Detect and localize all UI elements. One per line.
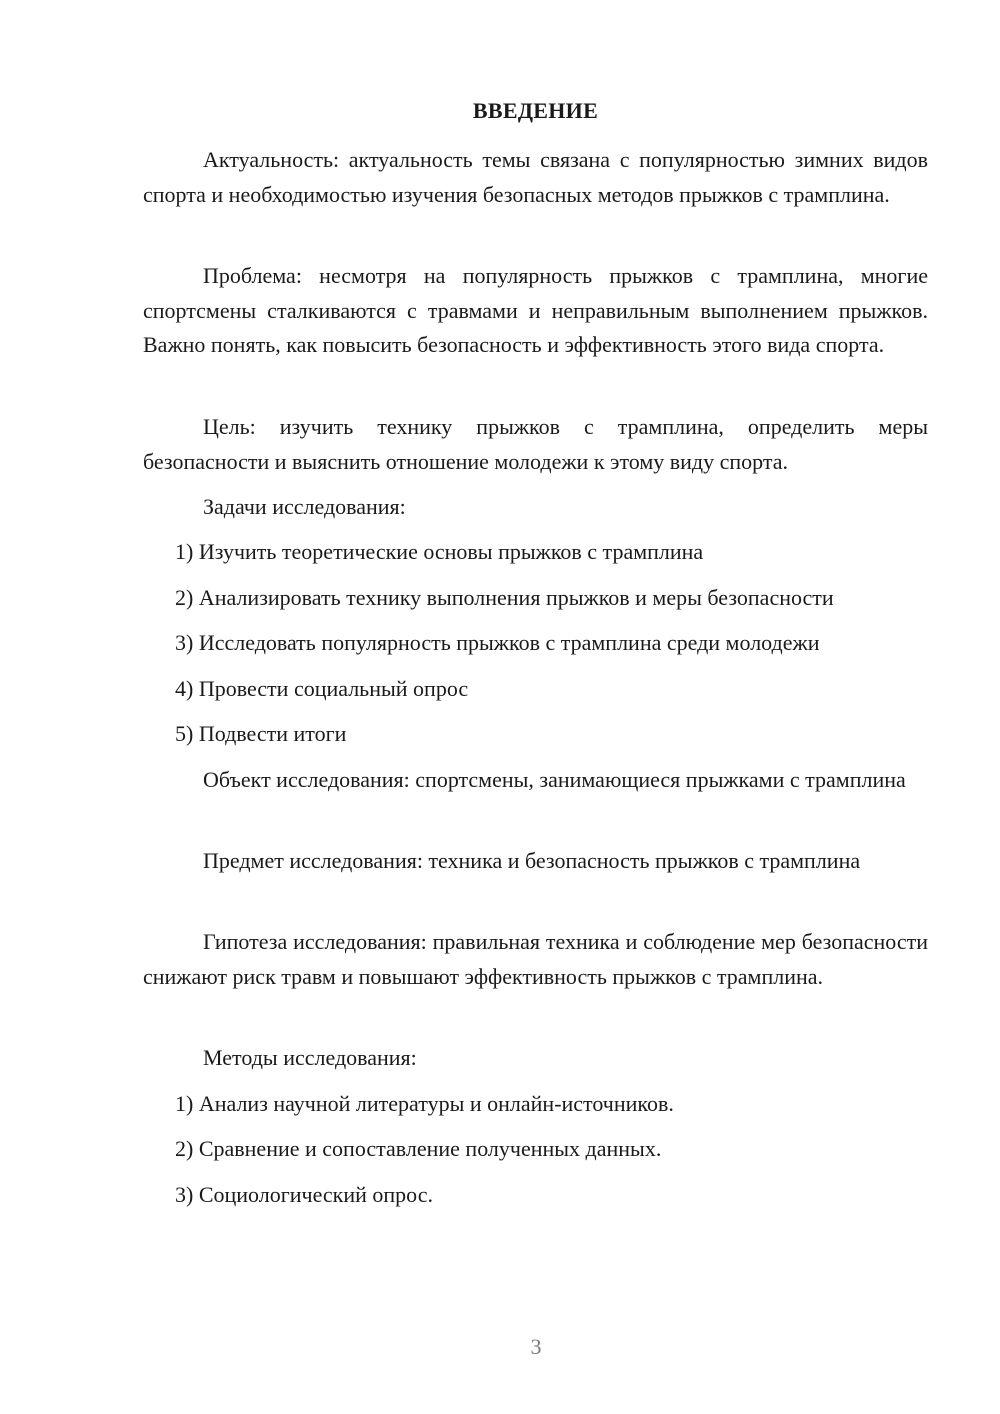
method-item: 1) Анализ научной литературы и онлайн-источников. [175,1091,674,1116]
task-item: 2) Анализировать технику выполнения прыжков и меры безопасности [175,585,834,610]
task-item: 3) Исследовать популярность прыжков с трамплина среди молодежи [175,630,820,655]
task-item: 1) Изучить теоретические основы прыжков с трамплина [175,539,704,564]
method-item: 2) Сравнение и сопоставление полученных данных. [175,1136,662,1161]
method-item: 3) Социологический опрос. [175,1182,433,1207]
object-paragraph: Объект исследования: спортсмены, занимающиеся прыжками с трамплина [203,767,906,792]
task-item: 4) Провести социальный опрос [175,676,469,701]
goal-paragraph: Цель: изучить технику прыжков с трамплина, определить меры безопасности и выяснить отношение молодежи к этому виду спорта. [143,414,928,474]
relevance-paragraph: Актуальность: актуальность темы связана с популярностью зимних видов спорта и необходимостью изучения безопасных методов прыжков с трамплина. [143,147,928,207]
tasks-title: Задачи исследования: [203,494,406,519]
task-item: 5) Подвести итоги [175,721,347,746]
hypothesis-paragraph: Гипотеза исследования: правильная техника и соблюдение мер безопасности снижают риск травм и повышают эффективность прыжков с трамплина. [143,929,928,989]
section-heading: ВВЕДЕНИЕ [472,98,599,123]
methods-title: Методы исследования: [203,1045,417,1070]
problem-paragraph: Проблема: несмотря на популярность прыжков с трамплина, многие спортсмены сталкиваются с травмами и неправильным выполнением прыжков. Важно понять, как повысить безопасность и эффективность этого вида спорта. [143,263,928,357]
page-number: 3 [530,1334,542,1359]
subject-paragraph: Предмет исследования: техника и безопасность прыжков с трамплина [203,848,861,873]
